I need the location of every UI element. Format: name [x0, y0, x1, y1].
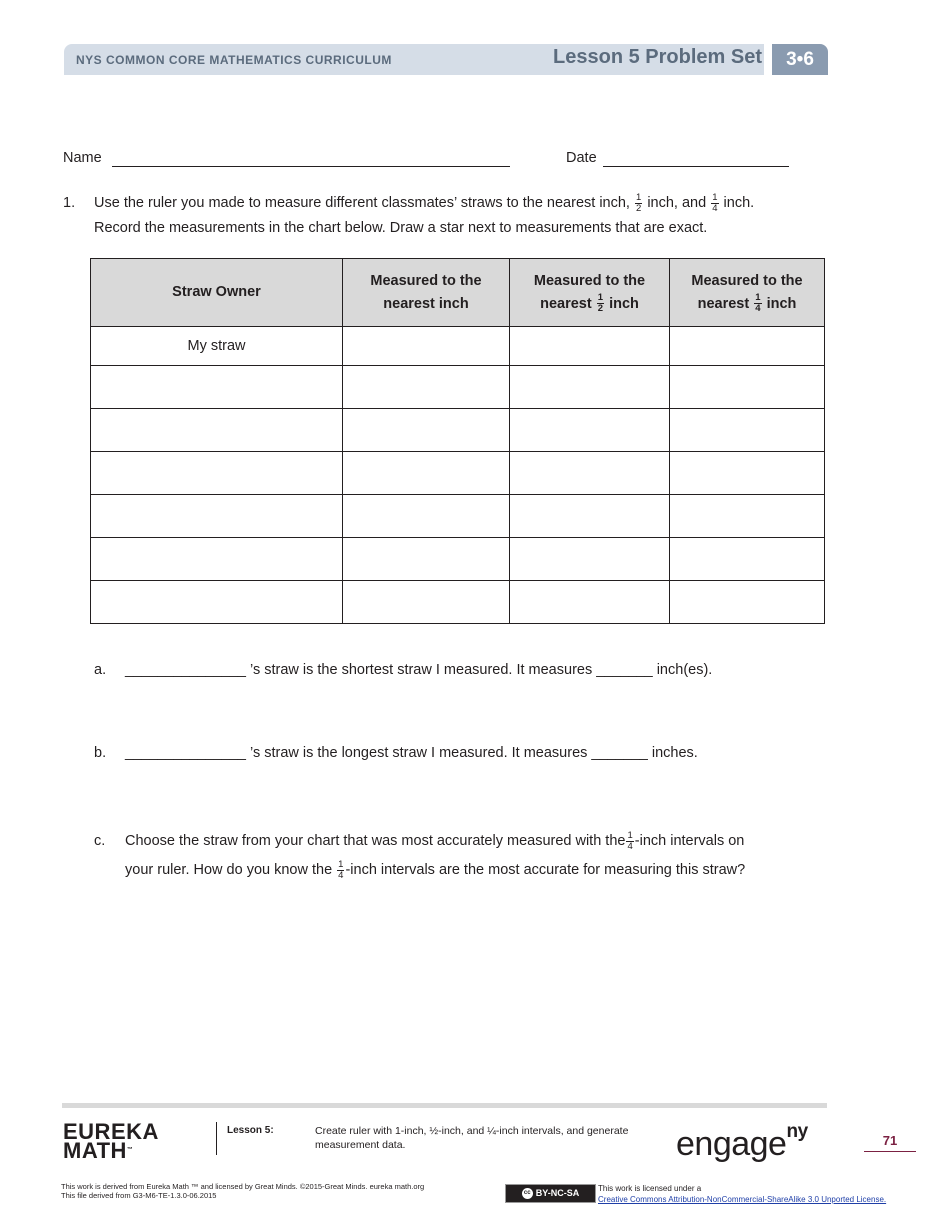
- fraction-quarter: $\frac{1}{4}$: [627, 829, 633, 852]
- page-title: Lesson 5 Problem Set: [553, 46, 762, 68]
- answer-cell[interactable]: [343, 366, 510, 409]
- table-row: [91, 452, 825, 495]
- part-c-text-c: your ruler. How do you know the: [125, 862, 333, 878]
- col-nearest-half-inch: Measured to the nearest $\frac{1}{2}$ inch: [510, 259, 670, 327]
- fraction-quarter: $\frac{1}{4}$: [712, 191, 718, 214]
- owner-cell[interactable]: [91, 409, 343, 452]
- footer-lesson-description: Create ruler with 1-inch, ½-inch, and ¼-inch intervals, and generate measurement data.: [315, 1125, 629, 1151]
- answer-cell[interactable]: [343, 581, 510, 624]
- answer-cell[interactable]: [670, 538, 825, 581]
- part-c-line-2: [125, 858, 745, 883]
- part-a-text: _______________ ’s straw is the shortest straw I measured. It measures _______ inch(es).: [125, 662, 713, 678]
- page-number: 71: [864, 1133, 916, 1152]
- footer-credits: This work is derived from Eureka Math ™ and licensed by Great Minds. ©2015-Great Minds. eureka math.org This file derived from G3-M6-TE-1.3.0-06.2015: [61, 1182, 425, 1200]
- chart-header-row: [91, 259, 825, 327]
- answer-cell[interactable]: [510, 409, 670, 452]
- date-label: Date: [566, 150, 597, 166]
- question-text-b: inch, and: [647, 195, 707, 211]
- owner-cell[interactable]: [91, 495, 343, 538]
- answer-cell[interactable]: [510, 538, 670, 581]
- part-b-text: _______________ ’s straw is the longest straw I measured. It measures _______ inches.: [125, 745, 698, 761]
- col-straw-owner: Straw Owner: [91, 259, 343, 327]
- answer-cell[interactable]: [510, 366, 670, 409]
- date-field[interactable]: [603, 166, 789, 167]
- answer-cell[interactable]: [510, 452, 670, 495]
- fraction-quarter: $\frac{1}{4}$: [338, 858, 344, 881]
- name-label: Name: [63, 150, 102, 166]
- answer-cell[interactable]: [343, 495, 510, 538]
- table-row: [91, 366, 825, 409]
- license-link[interactable]: Creative Commons Attribution-NonCommercial-ShareAlike 3.0 Unported License.: [598, 1195, 887, 1204]
- table-row: [91, 409, 825, 452]
- col-nearest-inch: Measured to the nearest inch: [343, 259, 510, 327]
- question-line-2: Record the measurements in the chart below. Draw a star next to measurements that are exact.: [94, 220, 708, 236]
- part-c-label: c.: [94, 833, 106, 849]
- owner-cell[interactable]: [91, 581, 343, 624]
- fraction-quarter: $\frac{1}{4}$: [755, 292, 761, 315]
- lesson-code-badge: 3•6: [772, 44, 828, 75]
- answer-cell[interactable]: [343, 409, 510, 452]
- part-c-text-b: -inch intervals on: [634, 833, 745, 849]
- answer-cell[interactable]: [670, 452, 825, 495]
- cc-icon: cc: [522, 1188, 533, 1199]
- answer-cell[interactable]: [510, 327, 670, 366]
- fraction-half: $\frac{1}{2}$: [597, 292, 604, 315]
- name-field[interactable]: [112, 166, 510, 167]
- owner-cell: My straw: [91, 327, 343, 366]
- answer-cell[interactable]: [670, 581, 825, 624]
- question-number: 1.: [63, 195, 76, 211]
- answer-cell[interactable]: [343, 452, 510, 495]
- part-c-text-d: -inch intervals are the most accurate for measuring this straw?: [345, 862, 746, 878]
- answer-cell[interactable]: [510, 581, 670, 624]
- engageny-logo: engage$^{ny}$: [676, 1120, 808, 1163]
- footer-lesson-label: Lesson 5:: [227, 1125, 274, 1136]
- part-a-label: a.: [94, 662, 107, 678]
- question-text-a: Use the ruler you made to measure different classmates’ straws to the nearest inch,: [94, 195, 630, 211]
- footer-separator: [216, 1122, 217, 1155]
- answer-cell[interactable]: [670, 409, 825, 452]
- table-row: [91, 538, 825, 581]
- license-text: This work is licensed under a Creative Commons Attribution-NonCommercial-ShareAlike 3.0 Unported License.: [598, 1184, 887, 1204]
- part-c-text-a: Choose the straw from your chart that was most accurately measured with the: [125, 833, 626, 849]
- part-b-label: b.: [94, 745, 107, 761]
- owner-cell[interactable]: [91, 452, 343, 495]
- answer-cell[interactable]: [343, 327, 510, 366]
- answer-cell[interactable]: [670, 366, 825, 409]
- question-text-c: inch.: [723, 195, 755, 211]
- cc-license-badge: cc BY-NC-SA: [505, 1184, 596, 1203]
- fraction-half: $\frac{1}{2}$: [635, 191, 642, 214]
- table-row: [91, 581, 825, 624]
- footer-divider: [62, 1103, 827, 1108]
- owner-cell[interactable]: [91, 366, 343, 409]
- table-row: [91, 327, 825, 366]
- answer-cell[interactable]: [510, 495, 670, 538]
- curriculum-label: NYS COMMON CORE MATHEMATICS CURRICULUM: [76, 53, 392, 67]
- question-line-1: [94, 191, 754, 216]
- answer-cell[interactable]: [670, 327, 825, 366]
- eureka-math-logo: EUREKA MATH™: [63, 1119, 159, 1163]
- owner-cell[interactable]: [91, 538, 343, 581]
- answer-cell[interactable]: [670, 495, 825, 538]
- col-nearest-quarter-inch: Measured to the nearest $\frac{1}{4}$ inch: [670, 259, 825, 327]
- part-c-line-1: [125, 829, 744, 854]
- measurement-chart: [90, 258, 825, 624]
- answer-cell[interactable]: [343, 538, 510, 581]
- table-row: [91, 495, 825, 538]
